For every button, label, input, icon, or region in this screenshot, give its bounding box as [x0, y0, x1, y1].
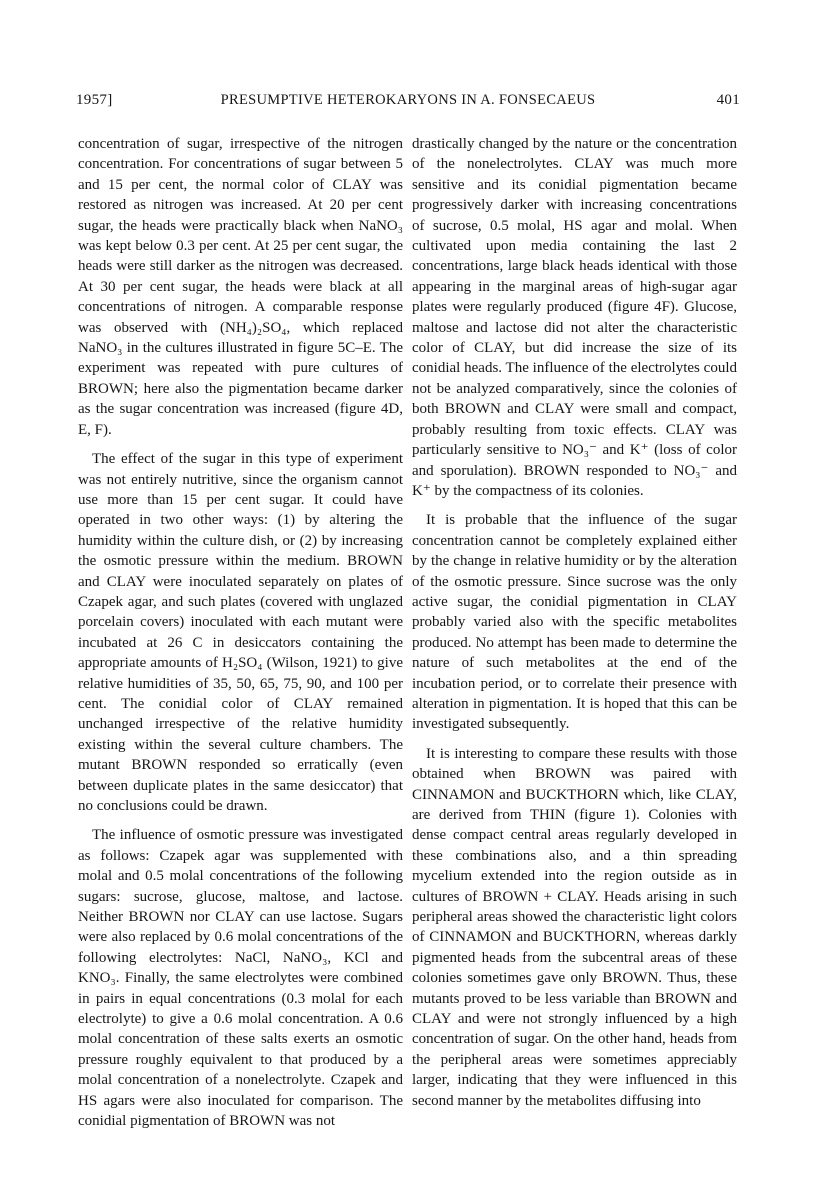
paragraph: The influence of osmotic pressure was investigated as follows: Czapek agar was supplemented with molal and 0.5 molal concentrations of the following sugars: sucrose, glucose, maltose, and lactose. Neither BROWN nor CLAY can use lactose. Sugars were also replaced by 0.6 molal concentrations of the following electrolytes: NaCl, NaNO₃, KCl and KNO₃. Finally, the same electrolytes were combined in pairs in equal concentrations (0.3 molal for each electrolyte) to give a 0.6 molal concentration. A 0.6 molal concentration of these salts exerts an osmotic pressure roughly equivalent to that produced by a molal concentration of a nonelectrolyte. Czapek and HS agars were also inoculated for comparison. The conidial pigmentation of BROWN was not: [78, 827, 403, 1130]
left-column: [78, 134, 403, 1132]
running-header: [76, 92, 740, 114]
paragraph: concentration of sugar, irrespective of the nitrogen concentration. For concentrations of sugar between 5 and 15 per cent, the normal color of CLAY was restored as nitrogen was increased. At 20 per cent sugar, the heads were practically black when NaNO₃ was kept below 0.3 per cent. At 25 per cent sugar, the heads were still darker as the nitrogen was decreased. At 30 per cent sugar, the heads were black at all concentrations of nitrogen. A comparable response was observed with (NH₄)₂SO₄, which replaced NaNO₃ in the cultures illustrated in figure 5C–E. The experiment was repeated with pure cultures of BROWN; here also the pigmentation became darker as the sugar concentration was increased (figure 4D, E, F).: [78, 136, 403, 438]
right-column: [412, 134, 737, 1111]
paragraph: The effect of the sugar in this type of experiment was not entirely nutritive, since the organism cannot use more than 15 per cent sugar. It could have operated in two other ways: (1) by altering the humidity within the culture dish, or (2) by increasing the osmotic pressure within the medium. BROWN and CLAY were inoculated separately on plates of Czapek agar, and such plates (covered with unglazed porcelain covers) inoculated with each mutant were incubated at 26 C in desiccators containing the appropriate amounts of H₂SO₄ (Wilson, 1921) to give relative humidities of 35, 50, 65, 75, 90, and 100 per cent. The conidial color of CLAY remained unchanged irrespective of the relative humidity existing within the several culture chambers. The mutant BROWN responded so erratically (even between duplicate plates in the same desiccator) that no conclusions could be drawn.: [78, 451, 403, 814]
volume-year: 1957]: [76, 92, 113, 108]
page-number: 401: [716, 92, 740, 108]
paragraph: It is probable that the influence of the sugar concentration cannot be completely explained either by the change in relative humidity or by the alteration of the osmotic pressure. Since sucrose was the only active sugar, the conidial pigmentation in CLAY probably varied also with the specific metabolites produced. No attempt has been made to determine the nature of such metabolites at the end of the incubation period, or to correlate their presence with alteration in pigmentation. It is hoped that this can be investigated subsequently.: [412, 512, 737, 733]
paragraph: It is interesting to compare these results with those obtained when BROWN was paired with CINNAMON and BUCKTHORN which, like CLAY, are derived from THIN (figure 1). Colonies with dense compact central areas regularly developed in these combinations also, and a thin spreading mycelium extended into the region outside as in cultures of BROWN + CLAY. Heads arising in such peripheral areas showed the characteristic light colors of CINNAMON and BUCKTHORN, whereas darkly pigmented heads from the subcentral areas of these colonies sometimes gave only BROWN. Thus, these mutants proved to be less variable than BROWN and CLAY and were not strongly influenced by a high concentration of sugar. On the other hand, heads from the peripheral areas were sometimes appreciably larger, indicating that they were influenced in this second manner by the metabolites diffusing into: [412, 745, 737, 1109]
running-title: PRESUMPTIVE HETEROKARYONS IN A. FONSECAEUS: [220, 92, 596, 108]
paragraph: drastically changed by the nature or the concentration of the nonelectrolytes. CLAY was much more sensitive and its conidial pigmentation became progressively darker with increasing concentrations of sucrose, 0.5 molal, HS agar and molal. When cultivated upon media containing the last 2 concentrations, large black heads identical with those appearing in the marginal areas of high-sugar agar plates were regularly produced (figure 4F). Glucose, maltose and lactose did not alter the characteristic color of CLAY, but did increase the size of its conidial heads. The influence of the electrolytes could not be analyzed comparatively, since the colonies of both BROWN and CLAY were small and compact, probably resulting from toxic effects. CLAY was particularly sensitive to NO₃⁻ and K⁺ (loss of color and sporulation). BROWN responded to NO₃⁻ and K⁺ by the compactness of its colonies.: [412, 136, 737, 499]
